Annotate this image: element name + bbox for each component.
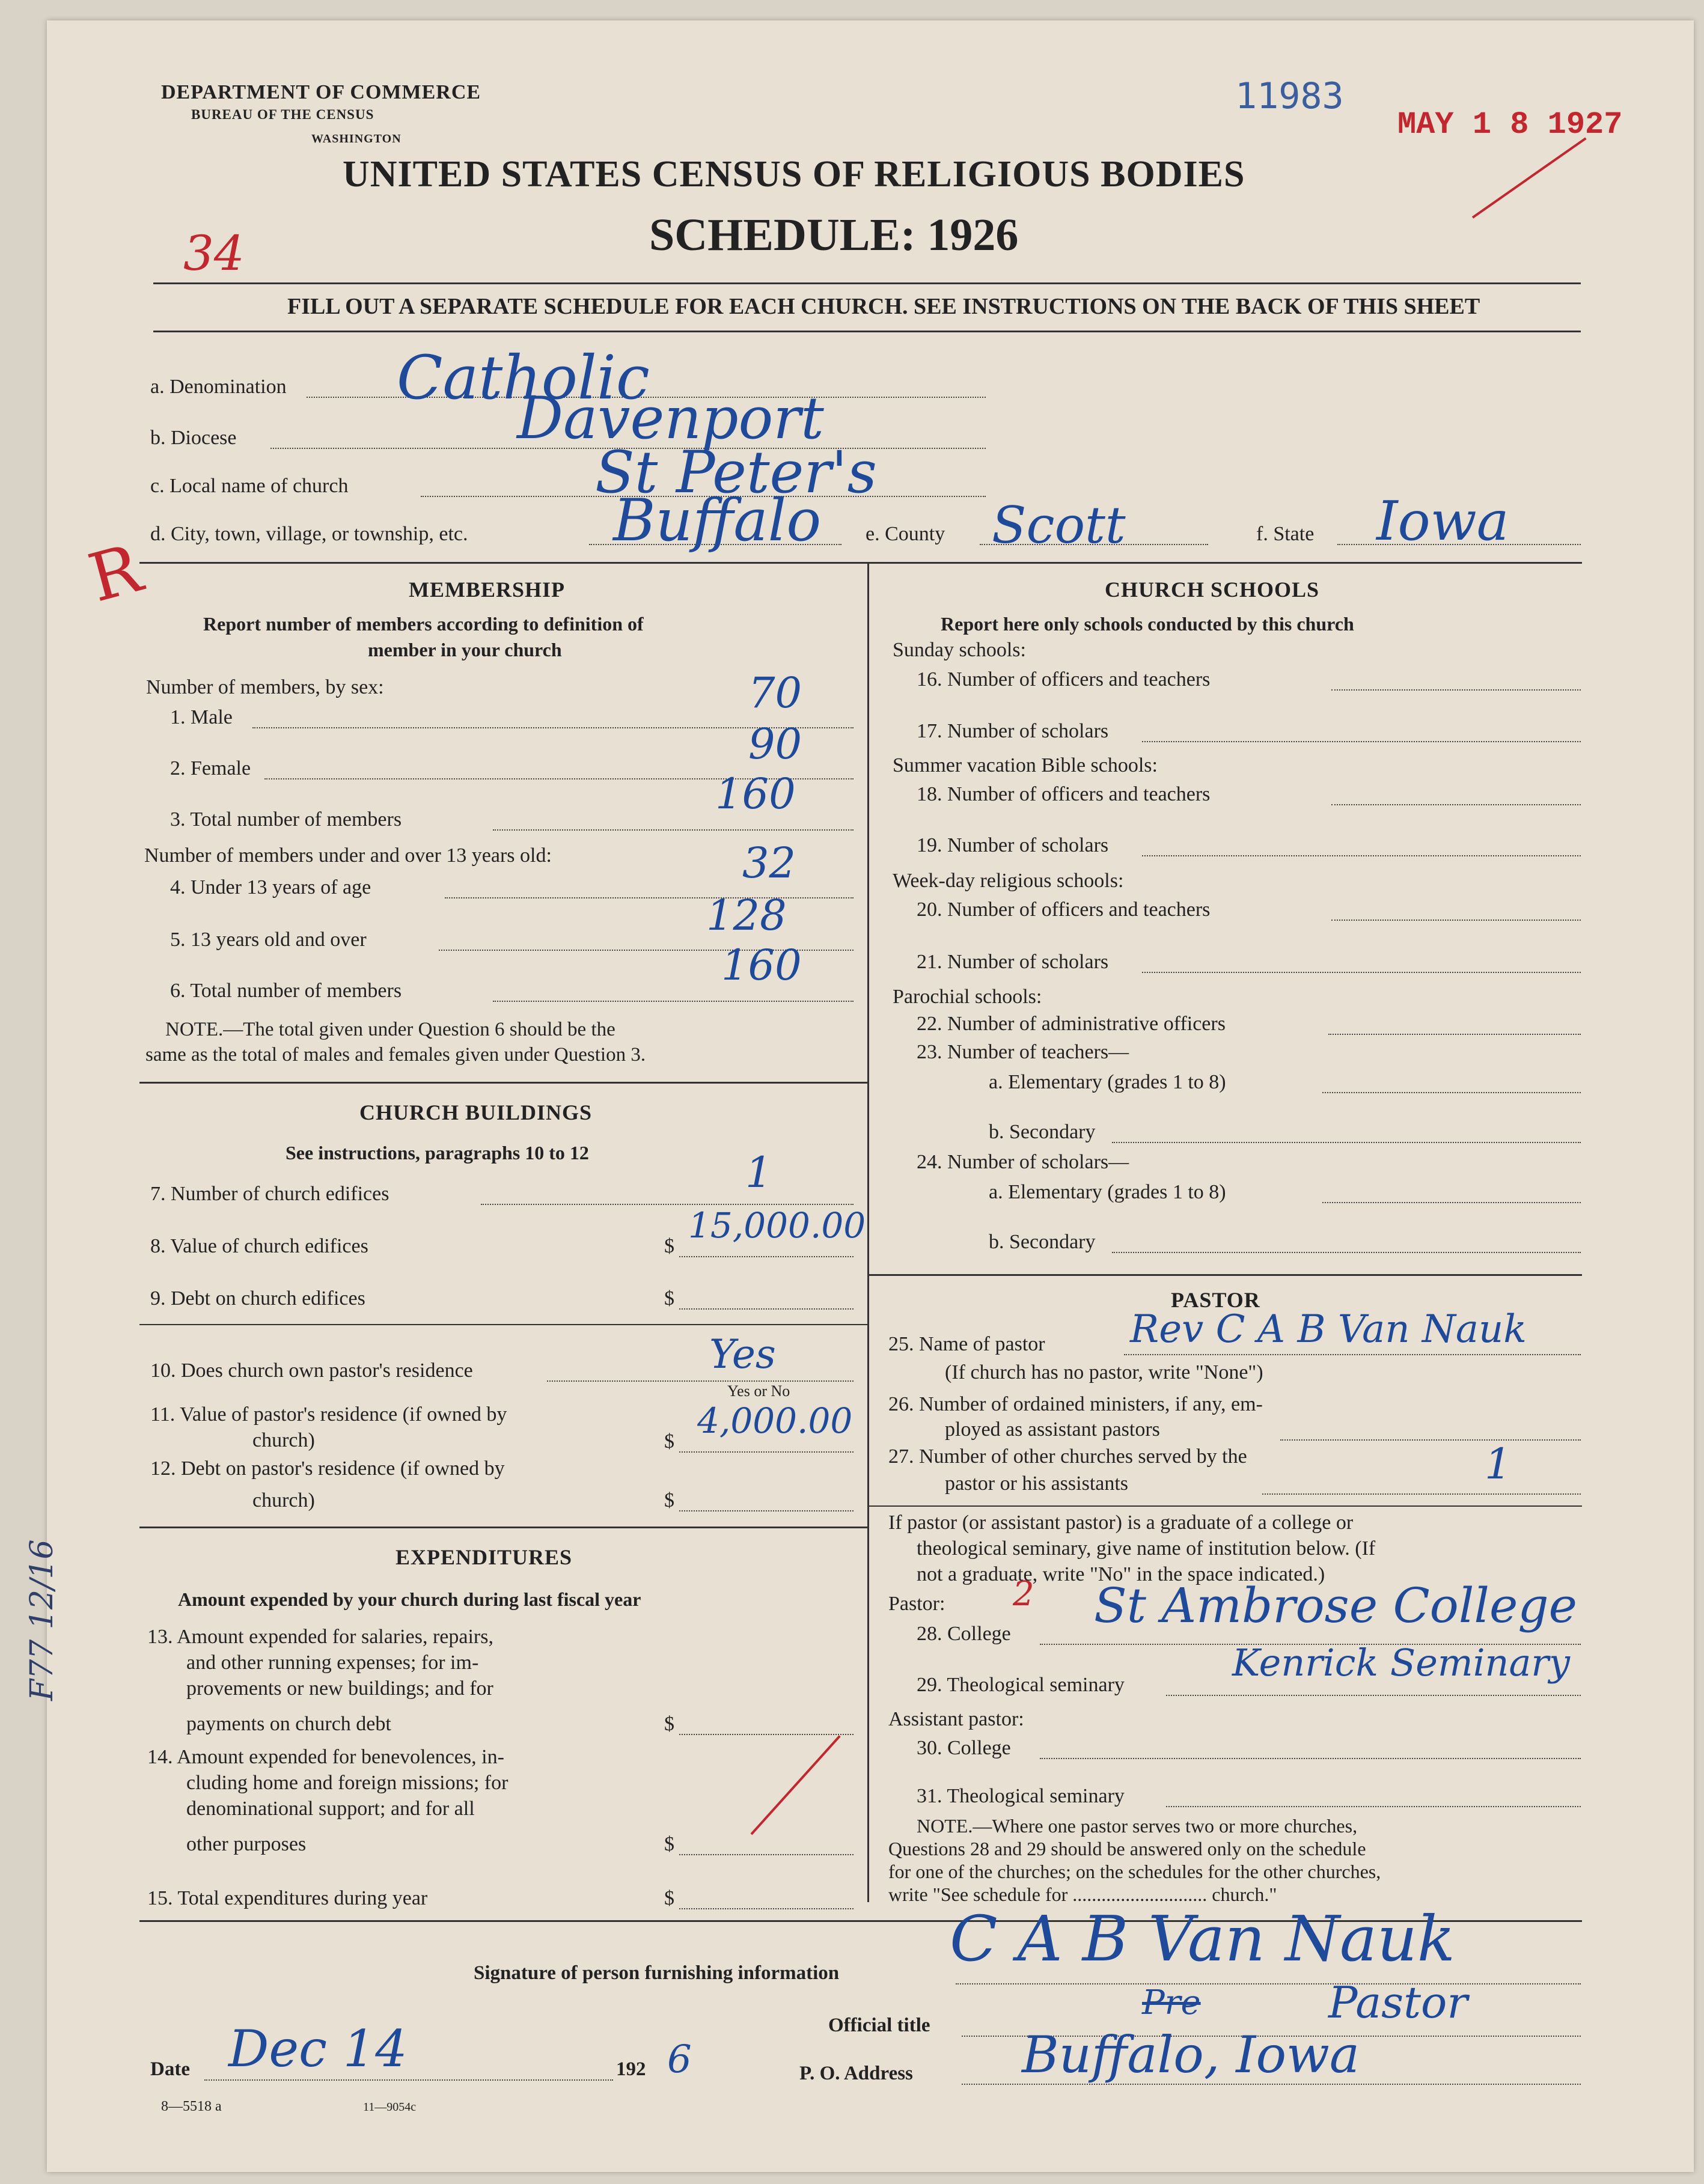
q8-value[interactable]: 15,000.00 — [688, 1205, 866, 1246]
q6-label: 6. Total number of members — [170, 980, 402, 1002]
denomination-value[interactable]: Catholic — [397, 343, 650, 413]
q23-label: 23. Number of teachers— — [917, 1041, 1129, 1063]
q10-value[interactable]: Yes — [709, 1331, 776, 1377]
q5-label: 5. 13 years old and over — [170, 929, 367, 951]
po-address-label: P. O. Address — [799, 2063, 913, 2084]
city-label-field: d. City, town, village, or township, etc. — [150, 523, 468, 545]
expenditures-subheading: Amount expended by your church during last fiscal year — [178, 1588, 641, 1610]
membership-heading: MEMBERSHIP — [409, 578, 566, 602]
pastor-note-3: for one of the churches; on the schedules for the other churches, — [888, 1861, 1381, 1882]
yes-no-hint: Yes or No — [727, 1382, 790, 1400]
q3-total-value[interactable]: 160 — [715, 769, 796, 819]
q15-label: 15. Total expenditures during year — [147, 1887, 428, 1909]
q10-label: 10. Does church own pastor's residence — [150, 1359, 473, 1382]
membership-note-2: same as the total of males and females given under Question 3. — [145, 1044, 646, 1066]
q29-seminary-value[interactable]: Kenrick Seminary — [1232, 1641, 1571, 1685]
q13-label-1: 13. Amount expended for salaries, repairs, — [147, 1626, 493, 1648]
department-label: DEPARTMENT OF COMMERCE — [161, 81, 481, 103]
q12-label-1: 12. Debt on pastor's residence (if owned by — [150, 1457, 505, 1480]
q9-label: 9. Debt on church edifices — [150, 1287, 365, 1310]
q11-value[interactable]: 4,000.00 — [697, 1400, 853, 1441]
pastor-note-4: write "See schedule for ............................ church." — [888, 1884, 1277, 1905]
members-by-sex-label: Number of members, by sex: — [146, 676, 384, 698]
signature-label: Signature of person furnishing information — [474, 1962, 840, 1984]
q28-college-value[interactable]: St Ambrose College — [1094, 1578, 1577, 1633]
graduate-note-2: theological seminary, give name of institution below. (If — [917, 1537, 1376, 1560]
q11-label-1: 11. Value of pastor's residence (if owned by — [150, 1403, 507, 1426]
q13-label-3: provements or new buildings; and for — [186, 1677, 493, 1700]
document-number-stamp: 11983 — [1235, 75, 1344, 117]
q20-label: 20. Number of officers and teachers — [917, 898, 1211, 921]
q14-label-3: denominational support; and for all — [186, 1798, 475, 1820]
membership-subheading-1: Report number of members according to definition of — [203, 613, 644, 635]
q14-label-4: other purposes — [186, 1833, 307, 1855]
q21-label: 21. Number of scholars — [917, 951, 1109, 973]
diocese-label: b. Diocese — [150, 427, 237, 449]
church-name-value[interactable]: St Peter's — [595, 439, 877, 506]
diocese-value[interactable]: Davenport — [517, 385, 824, 452]
q17-label: 17. Number of scholars — [917, 720, 1109, 742]
city-label: WASHINGTON — [311, 132, 402, 145]
q2-female-value[interactable]: 90 — [748, 719, 802, 769]
official-title-struck: Pre — [1142, 1983, 1201, 2022]
q8-label: 8. Value of church edifices — [150, 1235, 368, 1257]
q11-dollar: $ — [664, 1430, 674, 1453]
q7-label: 7. Number of church edifices — [150, 1183, 389, 1205]
q23a-label: a. Elementary (grades 1 to 8) — [989, 1071, 1226, 1093]
q2-label: 2. Female — [170, 757, 251, 779]
signature-value[interactable]: C A B Van Nauk — [950, 1902, 1455, 1975]
assistant-pastor-label: Assistant pastor: — [888, 1708, 1024, 1730]
year-prefix: 192 — [616, 2058, 646, 2080]
r-mark: R — [81, 529, 149, 617]
q4-label: 4. Under 13 years of age — [170, 876, 371, 898]
city-value[interactable]: Buffalo — [613, 487, 822, 554]
county-label: e. County — [866, 523, 945, 545]
q1-label: 1. Male — [170, 706, 233, 728]
q26-label-1: 26. Number of ordained ministers, if any, em- — [888, 1393, 1263, 1415]
q12-dollar: $ — [664, 1489, 674, 1511]
q13-label-2: and other running expenses; for im- — [186, 1652, 479, 1674]
q4-under-13-value[interactable]: 32 — [742, 838, 796, 888]
q1-male-value[interactable]: 70 — [748, 668, 802, 718]
q22-label: 22. Number of administrative officers — [917, 1013, 1226, 1035]
official-title-value[interactable]: Pastor — [1328, 1977, 1468, 2028]
received-date-stamp: MAY 1 8 1927 — [1397, 107, 1623, 142]
official-title-label: Official title — [828, 2015, 930, 2036]
date-value[interactable]: Dec 14 — [228, 2019, 408, 2078]
parochial-schools-label: Parochial schools: — [893, 986, 1042, 1008]
church-name-label: c. Local name of church — [150, 475, 349, 497]
schedule-title: SCHEDULE: 1926 — [649, 210, 1019, 260]
margin-file-note: F77 12/16 — [24, 1539, 60, 1701]
q24-label: 24. Number of scholars— — [917, 1151, 1129, 1173]
q24a-label: a. Elementary (grades 1 to 8) — [989, 1181, 1226, 1203]
pastor-red-mark: 2 — [1013, 1575, 1034, 1614]
q16-label: 16. Number of officers and teachers — [917, 668, 1211, 691]
q25-pastor-name-value[interactable]: Rev C A B Van Nauk — [1130, 1307, 1527, 1352]
q11-label-2: church) — [252, 1429, 315, 1451]
q24b-label: b. Secondary — [989, 1231, 1096, 1253]
schools-heading: CHURCH SCHOOLS — [1105, 578, 1320, 602]
graduate-note-1: If pastor (or assistant pastor) is a graduate of a college or — [888, 1511, 1354, 1534]
state-value[interactable]: Iowa — [1376, 490, 1509, 553]
pastor-sub-label: Pastor: — [888, 1593, 945, 1615]
q13-dollar: $ — [664, 1713, 674, 1735]
denomination-label: a. Denomination — [150, 376, 287, 398]
q15-dollar: $ — [664, 1887, 674, 1909]
pastor-note-2: Questions 28 and 29 should be answered only on the schedule — [888, 1838, 1366, 1859]
expenditures-heading: EXPENDITURES — [395, 1545, 573, 1569]
pastor-heading: PASTOR — [1171, 1288, 1260, 1312]
q27-label-2: pastor or his assistants — [945, 1472, 1129, 1495]
bureau-label: BUREAU OF THE CENSUS — [191, 107, 374, 122]
q23b-label: b. Secondary — [989, 1121, 1096, 1143]
state-label: f. State — [1256, 523, 1315, 545]
q14-dollar: $ — [664, 1833, 674, 1855]
q13-label-4: payments on church debt — [186, 1713, 391, 1735]
members-under-over-label: Number of members under and over 13 years old: — [144, 844, 552, 867]
q25-note: (If church has no pastor, write "None") — [945, 1361, 1263, 1383]
membership-subheading-2: member in your church — [368, 639, 562, 660]
q8-dollar: $ — [664, 1235, 674, 1257]
q27-other-churches-value[interactable]: 1 — [1485, 1439, 1512, 1489]
form-title: UNITED STATES CENSUS OF RELIGIOUS BODIES — [343, 154, 1245, 195]
summer-schools-label: Summer vacation Bible schools: — [893, 754, 1158, 776]
q14-label-2: cluding home and foreign missions; for — [186, 1772, 508, 1794]
q31-label: 31. Theological seminary — [917, 1785, 1125, 1807]
po-address-value[interactable]: Buffalo, Iowa — [1022, 2025, 1360, 2084]
weekday-schools-label: Week-day religious schools: — [893, 870, 1124, 892]
q27-label-1: 27. Number of other churches served by the — [888, 1445, 1247, 1468]
q3-label: 3. Total number of members — [170, 808, 402, 831]
county-value[interactable]: Scott — [992, 496, 1126, 555]
pastor-note-1: NOTE.—Where one pastor serves two or more churches, — [917, 1815, 1358, 1837]
page-mark: 34 — [183, 225, 245, 281]
q29-label: 29. Theological seminary — [917, 1674, 1125, 1696]
date-label: Date — [150, 2058, 190, 2080]
buildings-heading: CHURCH BUILDINGS — [359, 1100, 593, 1124]
q9-dollar: $ — [664, 1287, 674, 1310]
q14-label-1: 14. Amount expended for benevolences, in- — [147, 1746, 504, 1768]
form-number: 8—5518 a — [161, 2099, 222, 2114]
q26-label-2: ployed as assistant pastors — [945, 1418, 1160, 1441]
instruction-banner: FILL OUT A SEPARATE SCHEDULE FOR EACH CHURCH. SEE INSTRUCTIONS ON THE BACK OF THIS SHEET — [287, 294, 1480, 319]
q19-label: 19. Number of scholars — [917, 834, 1109, 856]
q30-label: 30. College — [917, 1737, 1011, 1759]
q28-label: 28. College — [917, 1623, 1011, 1645]
buildings-subheading: See instructions, paragraphs 10 to 12 — [286, 1142, 589, 1164]
q18-label: 18. Number of officers and teachers — [917, 783, 1211, 805]
print-number: 11—9054c — [363, 2100, 417, 2114]
schools-subheading: Report here only schools conducted by this church — [941, 613, 1354, 635]
membership-note-1: NOTE.—The total given under Question 6 should be the — [165, 1019, 615, 1040]
sunday-schools-label: Sunday schools: — [893, 639, 1026, 661]
year-suffix-value[interactable]: 6 — [667, 2037, 692, 2082]
q6-total-value[interactable]: 160 — [721, 941, 802, 990]
graduate-note-3: not a graduate, write "No" in the space indicated.) — [917, 1563, 1325, 1585]
q5-13-and-over-value[interactable]: 128 — [706, 891, 787, 940]
q12-label-2: church) — [252, 1489, 315, 1511]
q25-label: 25. Name of pastor — [888, 1333, 1045, 1355]
q7-edifices-value[interactable]: 1 — [745, 1148, 772, 1197]
